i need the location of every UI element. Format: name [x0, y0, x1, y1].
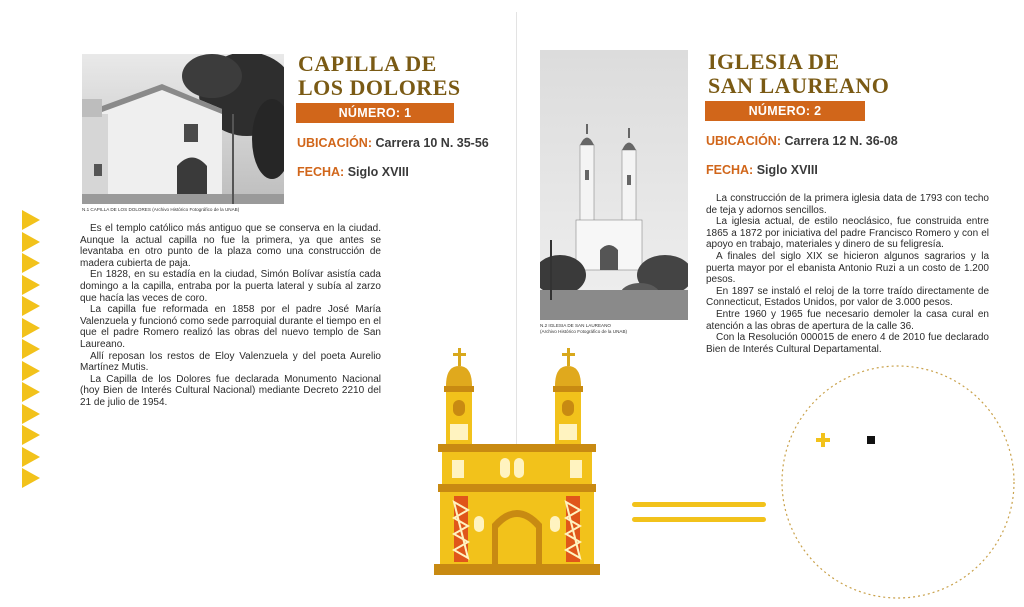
paragraph: Con la Resolución 000015 de enero 4 de 2010 fue declarado Bien de Interés Cultural Departamental. — [706, 332, 989, 355]
caption-line: N.2 IGLESIA DE SAN LAUREANO — [540, 323, 611, 328]
san-laureano-date — [706, 163, 818, 177]
triangle-icon — [22, 404, 40, 424]
capilla-number-badge: NÚMERO: 1 — [296, 103, 454, 123]
san-laureano-location — [706, 134, 898, 148]
capilla-location-label: UBICACIÓN: — [297, 136, 372, 150]
san-laureano-title-line2: SAN LAUREANO — [708, 73, 890, 98]
triangle-icon — [22, 318, 40, 338]
san-laureano-location-label: UBICACIÓN: — [706, 134, 781, 148]
capilla-photo — [82, 54, 284, 204]
capilla-title-line1: CAPILLA DE — [298, 51, 437, 76]
decorative-triangle-strip — [22, 210, 44, 490]
triangle-icon — [22, 296, 40, 316]
capilla-body-text — [80, 223, 381, 409]
triangle-icon — [22, 339, 40, 359]
capilla-date — [297, 165, 409, 179]
capilla-date-label: FECHA: — [297, 165, 345, 179]
paragraph: En 1828, en su estadía en la ciudad, Simón Bolívar asistía cada domingo a la capilla, entraba por la puerta lateral y subía al zarzo que hacía las veces de coro. — [80, 269, 381, 304]
dotted-circle-decoration — [778, 362, 1018, 602]
paragraph: Es el templo católico más antiguo que se conserva en la ciudad. Aunque la actual capilla no fue la primera, ya que antes se levantaba en otro punto de la plaza como una construcción de madera cubierta de paja. — [80, 223, 381, 269]
square-dot-icon — [867, 436, 875, 444]
paragraph: La iglesia actual, de estilo neoclásico, fue construida entre 1865 a 1872 por iniciativa del padre Francisco Romero y con el apoyo en trabajo, materiales y dinero de su feligresía. — [706, 216, 989, 251]
caption-line: (Archivo Histórico Fotográfico de la UNAB) — [540, 328, 628, 334]
paragraph: Allí reposan los restos de Eloy Valenzuela y del poeta Aurelio Martínez Mutis. — [80, 350, 381, 374]
san-laureano-title-line1: IGLESIA DE — [708, 49, 840, 74]
paragraph: La Capilla de los Dolores fue declarada Monumento Nacional (hoy Bien de Interés Cultural Nacional) mediante Decreto 2210 del 21 de julio de 1954. — [80, 373, 381, 408]
yellow-line-decoration — [632, 502, 766, 507]
triangle-icon — [22, 253, 40, 273]
capilla-photo-caption: N.1 CAPILLA DE LOS DOLORES (Archivo Histórico Fotográfico de la UNAB) — [82, 207, 240, 212]
church-illustration-icon — [434, 346, 600, 575]
san-laureano-date-label: FECHA: — [706, 163, 754, 177]
triangle-icon — [22, 361, 40, 381]
triangle-icon — [22, 232, 40, 252]
capilla-title-line2: LOS DOLORES — [298, 75, 461, 100]
triangle-icon — [22, 468, 40, 488]
triangle-icon — [22, 275, 40, 295]
capilla-date-value: Siglo XVIII — [347, 165, 409, 179]
paragraph: La capilla fue reformada en 1858 por el padre José María Valenzuela y funcionó como sede parroquial durante el tiempo en el que el padre Romero realizó las obras del nuevo templo de San Laureano. — [80, 304, 381, 350]
paragraph: Entre 1960 y 1965 fue necesario demoler la casa cural en atención a las obras de apertura de la calle 36. — [706, 308, 989, 332]
triangle-icon — [22, 447, 40, 467]
paragraph: A finales del siglo XIX se hicieron algunos sagrarios y la puerta mayor por el ebanista Antonio Ruzi a un costo de 1.200 pesos. — [706, 250, 989, 286]
san-laureano-date-value: Siglo XVIII — [756, 163, 818, 177]
san-laureano-number-badge: NÚMERO: 2 — [705, 101, 865, 121]
san-laureano-photo — [540, 50, 688, 320]
paragraph: En 1897 se instaló el reloj de la torre traído directamente de Connecticut, Estados Unidos, por valor de 3.000 pesos. — [706, 285, 989, 309]
triangle-icon — [22, 210, 40, 230]
triangle-icon — [22, 425, 40, 445]
san-laureano-title — [708, 50, 928, 98]
capilla-title — [298, 52, 498, 100]
san-laureano-body-text — [706, 193, 989, 355]
paragraph: La construcción de la primera iglesia data de 1793 con techo de teja y adornos sencillos. — [706, 193, 989, 216]
capilla-location — [297, 136, 489, 150]
triangle-icon — [22, 382, 40, 402]
san-laureano-location-value: Carrera 12 N. 36-08 — [784, 134, 898, 148]
capilla-location-value: Carrera 10 N. 35-56 — [375, 136, 489, 150]
plus-icon — [815, 432, 831, 448]
san-laureano-photo-caption — [540, 323, 700, 334]
yellow-line-decoration — [632, 517, 766, 522]
